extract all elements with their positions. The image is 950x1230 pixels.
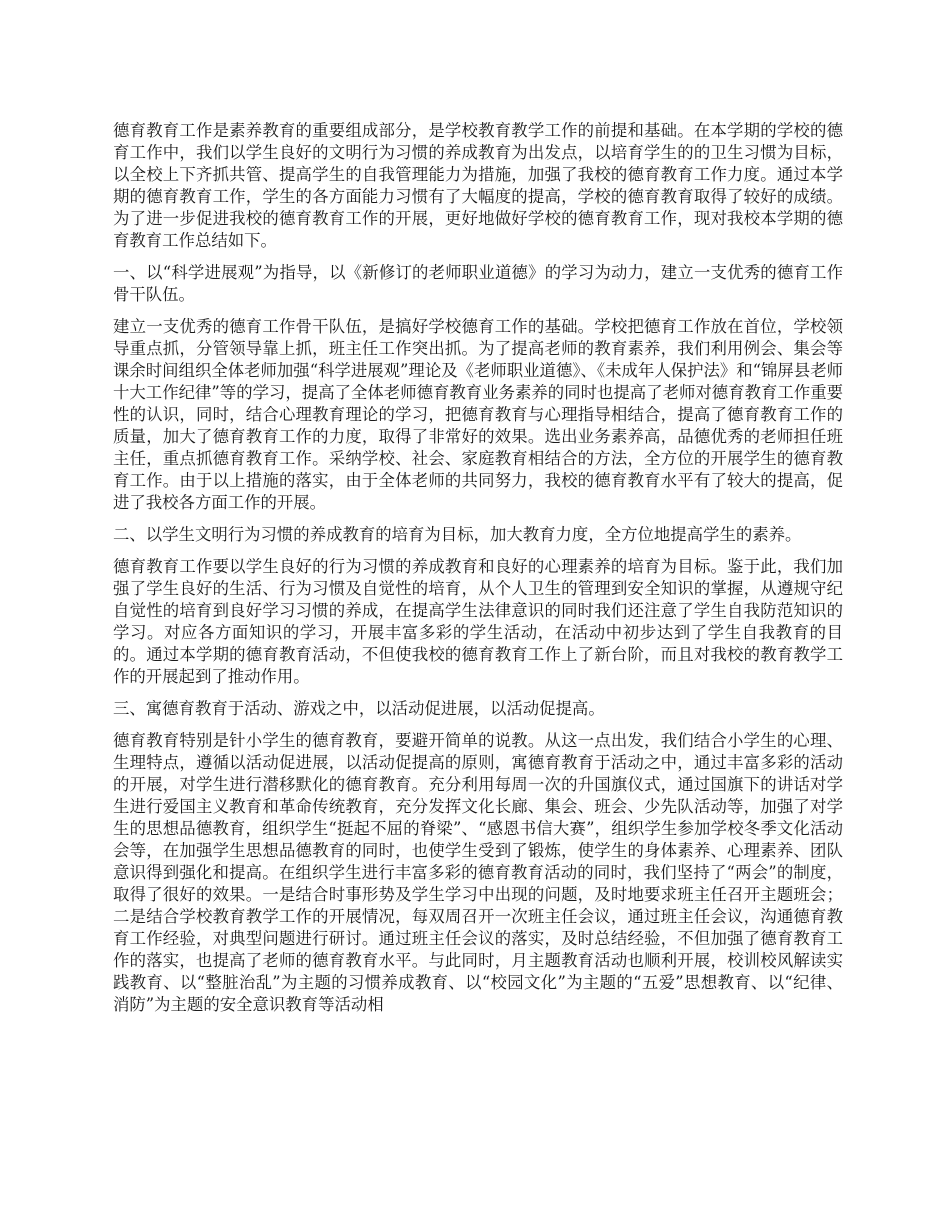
section-3-heading: 三、寓德育教育于活动、游戏之中，以活动促进展，以活动促提高。 bbox=[113, 699, 605, 718]
section-3-paragraph: 德育教育特别是针小学生的德育教育，要避开简单的说教。从这一点出发，我们结合小学生的心理、生理特点，遵循以活动促进展，以活动促提高的原则，寓德育教育于活动之中，通过丰富多彩的活动的开展，对学生进行潜移默化的德育教育。充分利用每周一次的升国旗仪式，通过国旗下的讲话对学生进行爱国主义教育和革命传统教育，充分发挥文化长廊、集会、班会、少先队活动等，加强了对学生的思想品德教育，组织学生“挺起不屈的脊梁”、“感恩书信大赛”，组织学生参加学校冬季文化活动会等，在加强学生思想品德教育的同时，也使学生受到了锻炼，使学生的身体素养、心理素养、团队意识得到强化和提高。在组织学生进行丰富多彩的德育教育活动的同时，我们坚持了“两会”的制度，取得了很好的效果。一是结合时事形势及学生学习中出现的问题，及时地要求班主任召开主题班会；二是结合学校教育教学工作的开展情况，每双周召开一次班主任会议，通过班主任会议，沟通德育教育工作经验，对典型问题进行研讨。通过班主任会议的落实，及时总结经验，不但加强了德育教育工作的落实，也提高了老师的德育教育水平。与此同时，月主题教育活动也顺利开展，校训校风解读实践教育、以“整脏治乱”为主题的习惯养成教育、以“校园文化”为主题的“五爱”思想教育、以“纪律、消防”为主题的安全意识教育等活动相 bbox=[113, 731, 843, 1014]
document-body bbox=[113, 120, 843, 1026]
section-2-paragraph: 德育教育工作要以学生良好的行为习惯的养成教育和良好的心理素养的培育为目标。鉴于此，我们加强了学生良好的生活、行为习惯及自觉性的培育，从个人卫生的管理到安全知识的掌握，从遵规守纪自觉性的培育到良好学习习惯的养成，在提高学生法律意识的同时我们还注意了学生自我防范知识的学习。对应各方面知识的学习，开展丰富多彩的学生活动，在活动中初步达到了学生自我教育的目的。通过本学期的德育教育活动，不但使我校的德育教育工作上了新台阶，而且对我校的教育教学工作的开展起到了推动作用。 bbox=[113, 557, 843, 686]
intro-paragraph: 德育教育工作是素养教育的重要组成部分，是学校教育教学工作的前提和基础。在本学期的学校的德育工作中，我们以学生良好的文明行为习惯的养成教育为出发点，以培育学生的的卫生习惯为目标，以全校上下齐抓共管、提高学生的自我管理能力为措施，加强了我校的德育教育工作力度。通过本学期的德育教育工作，学生的各方面能力习惯有了大幅度的提高，学校的德育教育取得了较好的成绩。为了进一步促进我校的德育教育工作的开展，更好地做好学校的德育教育工作，现对我校本学期的德育教育工作总结如下。 bbox=[113, 121, 843, 250]
section-1-paragraph: 建立一支优秀的德育工作骨干队伍，是搞好学校德育工作的基础。学校把德育工作放在首位，学校领导重点抓，分管领导靠上抓，班主任工作突出抓。为了提高老师的教育素养，我们利用例会、集会等课余时间组织全体老师加强“科学进展观”理论及《老师职业道德》、《未成年人保护法》和“锦屏县老师十大工作纪律”等的学习，提高了全体老师德育教育业务素养的同时也提高了老师对德育教育工作重要性的认识，同时，结合心理教育理论的学习，把德育教育与心理指导相结合，提高了德育教育工作的质量，加大了德育教育工作的力度，取得了非常好的效果。选出业务素养高，品德优秀的老师担任班主任，重点抓德育教育工作。采纳学校、社会、家庭教育相结合的方法，全方位的开展学生的德育教育工作。由于以上措施的落实，由于全体老师的共同努力，我校的德育教育水平有了较大的提高，促进了我校各方面工作的开展。 bbox=[113, 317, 843, 512]
section-2-heading: 二、以学生文明行为习惯的养成教育的培育为目标，加大教育力度，全方位地提高学生的素养。 bbox=[113, 525, 802, 544]
section-1-heading: 一、以“科学进展观”为指导，以《新修订的老师职业道德》的学习为动力，建立一支优秀的德育工作骨干队伍。 bbox=[113, 263, 843, 304]
